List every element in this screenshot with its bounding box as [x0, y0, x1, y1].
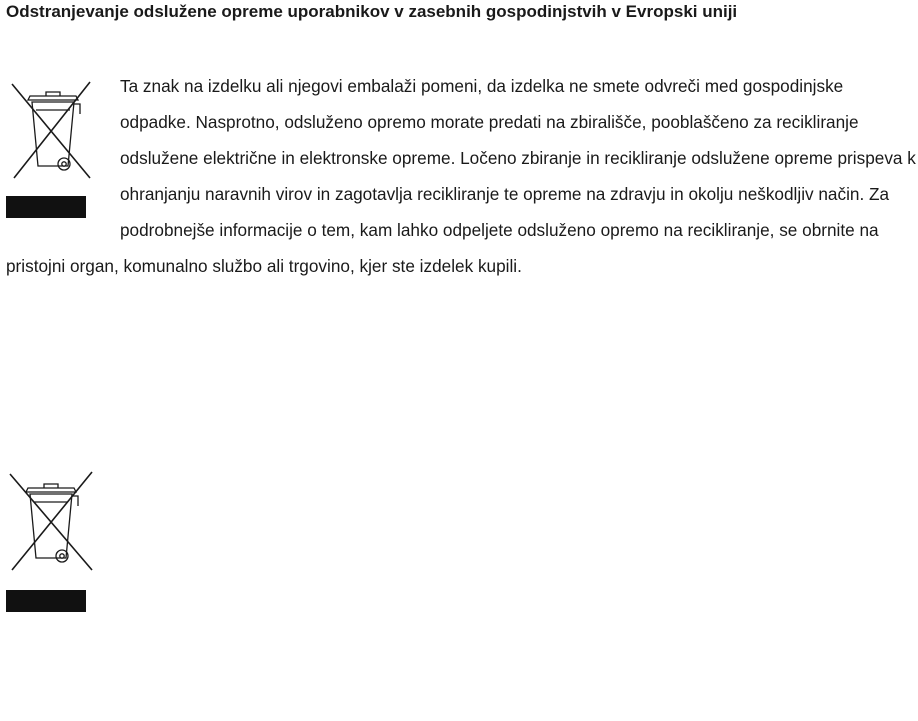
symbol-spacer: [6, 68, 120, 248]
weee-bar-secondary: [6, 590, 86, 612]
body-paragraph: [6, 68, 918, 284]
crossed-out-wheelie-bin-icon: [6, 466, 98, 574]
body-text: Ta znak na izdelku ali njegovi embalaži pomeni, da izdelka ne smete odvreči med gospodinjske odpadke. Nasprotno, odsluženo opremo morate predati na zbirališče, pooblaščeno za recikliranje odslužene električne in elektronske opreme. Ločeno zbiranje in recikliranje odslužene opreme prispeva k ohranjanju naravnih virov in zagotavlja recikliranje te opreme na zdravju in okolju neškodljiv način. Za podrobnejše informacije o tem, kam lahko odpeljete odsluženo opremo na recikliranje, se obrnite na pristojni organ, komunalno službo ali trgovino, kjer ste izdelek kupili.: [6, 76, 916, 276]
page-title: Odstranjevanje odslužene opreme uporabnikov v zasebnih gospodinjstvih v Evropski uniji: [6, 2, 738, 21]
weee-symbol-secondary: [6, 466, 102, 574]
